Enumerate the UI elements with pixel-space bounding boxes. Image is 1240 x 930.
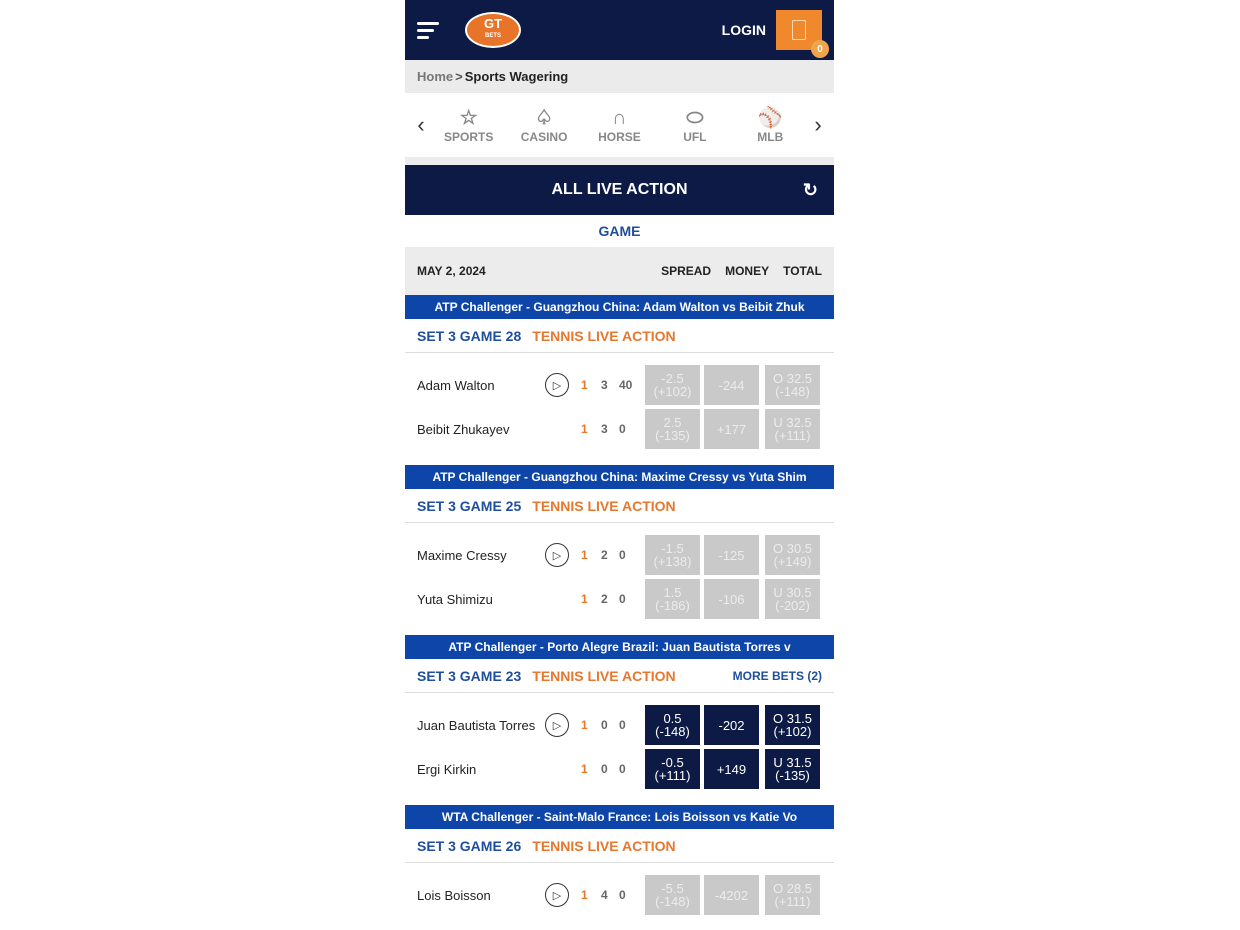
score: 0 (619, 548, 626, 562)
breadcrumb-current: Sports Wagering (464, 69, 569, 84)
live-action-label: TENNIS LIVE ACTION (532, 837, 676, 854)
nav-item-ufl[interactable] (665, 106, 725, 144)
ufl-icon: ⬭ (686, 107, 704, 129)
spread-odds: (-135) (655, 428, 690, 443)
total-odds: (+111) (774, 894, 811, 909)
player-name: Lois Boisson (417, 887, 491, 903)
player-name: Juan Bautista Torres (417, 717, 536, 733)
match-block (405, 295, 834, 465)
score: 1 (581, 762, 588, 776)
match-title[interactable]: WTA Challenger - Saint-Malo France: Lois Boisson vs Katie Vo (405, 805, 834, 829)
nav-prev-arrow[interactable]: ‹ (417, 112, 425, 137)
logo-sub: BETS (484, 33, 501, 39)
set-game: SET 3 GAME 23 (417, 667, 522, 684)
breadcrumb-home[interactable]: Home (417, 69, 454, 84)
top-bar (405, 0, 834, 60)
money-odds: -202 (718, 717, 745, 733)
score: 0 (619, 888, 626, 902)
total-button[interactable] (765, 365, 820, 405)
match-title[interactable]: ATP Challenger - Guangzhou China: Adam Walton vs Beibit Zhuk (405, 295, 834, 319)
total-button[interactable] (765, 705, 820, 745)
total-line: O 32.5 (772, 371, 813, 386)
mlb-icon: ⚾ (757, 107, 783, 129)
breadcrumb (405, 60, 834, 93)
nav-next-arrow[interactable]: › (814, 112, 822, 137)
nav-items (431, 106, 808, 144)
total-odds: (-135) (775, 768, 810, 783)
total-odds: (+102) (773, 724, 812, 739)
nav-item-sports[interactable] (439, 106, 499, 144)
live-action-label: TENNIS LIVE ACTION (532, 497, 676, 514)
total-odds: (-148) (775, 384, 810, 399)
match-status (405, 319, 834, 353)
betslip-button[interactable] (776, 10, 823, 55)
horse-icon: ∩ (612, 107, 627, 129)
score: 0 (601, 718, 608, 732)
total-button[interactable] (765, 535, 820, 575)
money-odds: -125 (718, 547, 745, 563)
live-action-header (405, 165, 834, 215)
player-row (405, 579, 834, 619)
nav-item-label: UFL (683, 130, 707, 144)
total-line: U 32.5 (773, 415, 812, 430)
betslip-count: 0 (811, 40, 829, 58)
column-header (405, 247, 834, 295)
score: 0 (601, 762, 608, 776)
logo-text: GT (483, 16, 503, 31)
money-odds: -244 (718, 377, 745, 393)
nav-item-horse[interactable] (589, 106, 649, 144)
spread-button[interactable] (645, 409, 700, 449)
spread-odds: (-186) (655, 598, 690, 613)
score: 3 (601, 378, 608, 392)
spread-line: 0.5 (663, 711, 682, 726)
match-status (405, 829, 834, 863)
score: 1 (581, 888, 588, 902)
spread-odds: (-148) (655, 894, 690, 909)
total-button[interactable] (765, 579, 820, 619)
score: 1 (581, 718, 588, 732)
player-rows (405, 693, 834, 805)
spread-odds: (+138) (653, 554, 692, 569)
score: 40 (619, 378, 633, 392)
money-button[interactable] (704, 535, 759, 575)
set-game: SET 3 GAME 25 (417, 497, 522, 514)
casino-icon: ♤ (535, 107, 554, 129)
play-icon[interactable]: ▷ (545, 373, 569, 397)
total-line: O 31.5 (772, 711, 813, 726)
money-button[interactable] (704, 365, 759, 405)
set-game: SET 3 GAME 26 (417, 837, 522, 854)
play-icon[interactable]: ▷ (545, 713, 569, 737)
player-name: Adam Walton (417, 377, 495, 393)
score: 1 (581, 378, 588, 392)
money-button[interactable] (704, 749, 759, 789)
nav-item-mlb[interactable] (740, 106, 800, 144)
total-line: U 31.5 (773, 755, 812, 770)
app (405, 0, 834, 930)
spread-button[interactable] (645, 705, 700, 745)
player-row (405, 409, 834, 449)
live-action-title: ALL LIVE ACTION (551, 181, 688, 198)
live-action-label: TENNIS LIVE ACTION (532, 327, 676, 344)
date-label: MAY 2, 2024 (417, 264, 486, 278)
spread-button[interactable] (645, 579, 700, 619)
score: 0 (619, 762, 626, 776)
total-line: O 28.5 (772, 881, 813, 896)
play-icon[interactable]: ▷ (545, 543, 569, 567)
player-rows (405, 523, 834, 635)
refresh-icon[interactable]: ↻ (802, 179, 818, 200)
login-button[interactable]: LOGIN (721, 22, 766, 38)
player-rows (405, 863, 834, 930)
spread-button[interactable] (645, 749, 700, 789)
nav-item-casino[interactable] (514, 106, 574, 144)
spread-line: 1.5 (663, 585, 682, 600)
player-name: Ergi Kirkin (417, 761, 477, 777)
nav-item-label: MLB (757, 130, 784, 144)
player-row (405, 749, 834, 789)
player-name: Yuta Shimizu (417, 591, 493, 607)
match-status (405, 659, 834, 693)
nav-item-label: CASINO (520, 130, 568, 144)
money-button[interactable] (704, 705, 759, 745)
player-name: Beibit Zhukayev (417, 421, 510, 437)
player-row (405, 535, 834, 575)
score: 0 (619, 422, 626, 436)
match-status (405, 489, 834, 523)
score: 0 (619, 718, 626, 732)
score: 3 (601, 422, 608, 436)
spread-line: -2.5 (661, 371, 684, 386)
total-button[interactable] (765, 875, 820, 915)
player-row (405, 705, 834, 745)
match-list (405, 295, 834, 930)
receipt-icon (792, 20, 806, 40)
player-name: Maxime Cressy (417, 547, 507, 563)
breadcrumb-separator: > (455, 69, 463, 84)
total-odds: (+111) (774, 428, 811, 443)
score: 4 (601, 888, 608, 902)
total-line: O 30.5 (772, 541, 813, 556)
tab-game[interactable]: GAME (598, 223, 641, 239)
spread-button[interactable] (645, 875, 700, 915)
player-row (405, 365, 834, 405)
score: 1 (581, 548, 588, 562)
total-header: TOTAL (783, 264, 822, 278)
money-button[interactable] (704, 579, 759, 619)
nav-item-label: SPORTS (444, 130, 494, 144)
spread-line: 2.5 (663, 415, 682, 430)
player-rows (405, 353, 834, 465)
total-odds: (+149) (773, 554, 812, 569)
nav-item-label: HORSE (598, 130, 641, 144)
match-block (405, 805, 834, 930)
spread-header: SPREAD (661, 264, 712, 278)
money-button[interactable] (704, 409, 759, 449)
sports-icon: ☆ (459, 107, 478, 129)
more-bets-link[interactable]: MORE BETS (2) (732, 668, 822, 683)
spread-odds: (-148) (655, 724, 690, 739)
money-odds: -106 (718, 591, 745, 607)
menu-icon[interactable] (417, 22, 439, 39)
match-block (405, 465, 834, 635)
match-block (405, 635, 834, 805)
score: 1 (581, 422, 588, 436)
logo[interactable] (465, 12, 521, 48)
play-icon[interactable]: ▷ (545, 883, 569, 907)
money-odds: +149 (716, 761, 747, 777)
live-action-label: TENNIS LIVE ACTION (532, 667, 676, 684)
total-button[interactable] (765, 409, 820, 449)
spread-odds: (+111) (654, 768, 691, 783)
spread-button[interactable] (645, 365, 700, 405)
player-row (405, 875, 834, 915)
total-odds: (-202) (775, 598, 810, 613)
money-odds: +177 (716, 421, 747, 437)
category-nav (405, 93, 834, 165)
score: 2 (601, 592, 608, 606)
set-game: SET 3 GAME 28 (417, 327, 522, 344)
spread-line: -5.5 (661, 881, 684, 896)
score: 2 (601, 548, 608, 562)
score: 0 (619, 592, 626, 606)
total-line: U 30.5 (773, 585, 812, 600)
spread-line: -1.5 (661, 541, 684, 556)
spread-line: -0.5 (661, 755, 684, 770)
score: 1 (581, 592, 588, 606)
money-odds: -4202 (714, 887, 749, 903)
money-button[interactable] (704, 875, 759, 915)
spread-odds: (+102) (653, 384, 692, 399)
match-title[interactable]: ATP Challenger - Porto Alegre Brazil: Juan Bautista Torres v (405, 635, 834, 659)
match-title[interactable]: ATP Challenger - Guangzhou China: Maxime Cressy vs Yuta Shim (405, 465, 834, 489)
money-header: MONEY (725, 264, 770, 278)
total-button[interactable] (765, 749, 820, 789)
spread-button[interactable] (645, 535, 700, 575)
